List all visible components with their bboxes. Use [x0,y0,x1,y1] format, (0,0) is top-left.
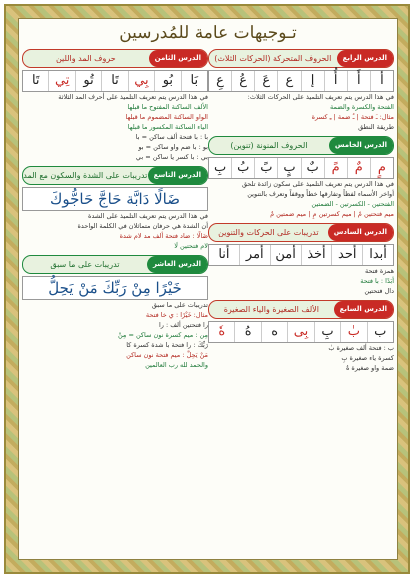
letter: بً [254,158,277,178]
lesson-topic: حروف المد واللين [55,54,116,63]
lesson-header [208,223,394,242]
text-line: لام فتحتين لَا [174,242,208,250]
lesson-topic: الألف الصغيرة والياء الصغيرة [223,305,319,314]
right-column [208,49,394,377]
letter: ب [367,322,393,342]
letter: تَا [101,71,127,91]
page-title: تـوجيهات عامة للمُدرسين [119,23,297,43]
lesson-6 [208,223,394,296]
text-line: الألف الساكنة المفتوح ما قبلها [127,103,208,111]
letter: مٌ [347,158,370,178]
letter: عِ [216,73,224,88]
lesson-header [22,49,208,68]
letter: عُ [231,71,254,91]
letter: بٍ [277,158,300,178]
letter: بِي [128,71,154,91]
text-line: بي : با كسر يا ساكن = بي [135,153,208,161]
text-line: الياء الساكنة المكسور ما قبلها [127,123,208,131]
lesson-5 [208,136,394,219]
text-line: مثال: خَيْرًا : ي خا فتحة [145,311,208,319]
letter: مً [324,158,347,178]
letter: أ [370,71,393,91]
text-line: با : با فتحة ألف ساكن = با [135,133,208,141]
letter: بُ [231,158,254,178]
letters-row [208,70,394,92]
lesson-number: الدرس الرابع [337,50,393,67]
letter: بِ [314,322,340,342]
letter: أَ [347,71,370,91]
text-line: همزة فتحة [365,267,394,275]
lesson-9 [22,166,208,251]
lesson-topic: تدريبات على الحركات والتنوين [218,228,319,237]
lesson-7 [208,300,394,373]
letter: تِي [48,71,74,91]
text-line: الفتحتين - الكسرتين - الضمتين [311,200,394,208]
word: أبدا [362,245,393,265]
lesson-header [208,136,394,155]
practice-words: خَيْرًا مِنْ رَبِّكَ مَنْ يَحِلُّ [22,276,208,300]
left-column [22,49,208,374]
word: أحد [331,245,362,265]
letter: إ [301,71,324,91]
text-line: في هذا الدرس يتم تعريف التلميذ على الشدة [88,212,208,220]
letter: عَ [254,71,277,91]
letter: بِی [287,322,313,342]
letter: تَا [31,73,40,88]
letter: ه [261,322,287,342]
text-line: في هذا الدرس يتم تعريف التلميذ على أحرف المد الثلاثة [58,93,208,101]
word: أخذ [301,245,332,265]
letter: بَا [181,71,207,91]
lesson-header [22,166,208,185]
lesson-10 [22,255,208,370]
text-line: بو : با ضم واو ساكن = بو [138,143,208,151]
letter: بٰ [340,322,366,342]
text-line: أن الشدة هي حرفان متماثلان في الكلمة الواحدة [77,222,208,230]
word: أمن [270,245,301,265]
text-line: والحمد لله رب العالمين [145,361,208,369]
letter: أُ [324,71,347,91]
lesson-number: الدرس السادس [328,224,393,241]
text-line: في هذا الدرس يتم تعريف التلميذ على سكون زائدة تلحق [242,180,394,188]
lesson-topic: الحروف المتحركة (الحركات الثلاث) [214,54,332,63]
text-line: مِن : ميم كسرة نون ساكن = مِنْ [117,331,208,339]
lesson-number: الدرس التاسع [148,167,207,184]
text-line: مَنْ يَحِلُّ : ميم فتحة نون ساكن [126,351,208,359]
letter: ع [277,71,300,91]
text-line: ميم فتحتين مً | ميم كسرتين مٍ | ميم ضمتين مٌ [270,210,394,218]
lesson-number: الدرس الخامس [329,137,393,154]
lesson-topic: الحروف المنونة (تنوين) [230,141,308,150]
lesson-header [208,49,394,68]
text-line: في هذا الدرس يتم تعريف التلميذ على الحركات الثلاث: [247,93,394,101]
text-line: تدريبات على ما سبق [151,301,208,309]
lesson-number: الدرس العاشر [147,256,207,273]
text-line: را فتحتين ألف : را [159,321,208,329]
word: أنا [218,247,230,262]
letter: بِ [213,160,227,175]
letters-row [208,244,394,266]
text-line: ب : فتحة ألف صغيرة بٰ [328,344,394,352]
text-line: مثال: ـَ فتحة | ـُ ضمة | ـِ كسرة [311,113,394,121]
letters-row [208,321,394,343]
letter: بُو [154,71,180,91]
content-area [18,18,398,560]
text-line: الفتحة والكسرة والضمة [330,103,394,111]
letter: بٌ [301,158,324,178]
text-line: الواو الساكنة المضموم ما قبلها [125,113,208,121]
letters-row [22,70,208,92]
text-line: كسرة ياء صغيرة بِ [341,354,394,362]
text-line: ضمة واو صغيرة هُ [345,364,394,372]
lesson-topic: تدريبات على ما سبق [50,260,120,269]
letter: هٗ [218,324,226,339]
text-line: دال فتحتين [364,287,394,295]
lesson-header [208,300,394,319]
letter: تُو [75,71,101,91]
word: أمر [239,245,270,265]
lesson-number: الدرس السابع [334,301,393,318]
text-line: ضَالًا : ضاد فتحة ألف مد لام شدة [119,232,208,240]
lesson-4 [208,49,394,132]
lesson-number: الدرس الثامن [149,50,207,67]
letter: هُ [234,322,260,342]
text-line: طريقة النطق [358,123,394,131]
letters-row [208,157,394,179]
lesson-topic: تدريبات على الشدة والسكون مع المد [23,171,148,180]
text-line: أواخر الأسماء لفظاً وتفارقها خطاً ووقفاً وتعرف بالتنوين [247,190,394,198]
text-line: رَبِّكَ : را فتحة با شدة كسرة كا [126,341,208,349]
practice-words: ضَالًا دَابَّة حَاجَّ حَاجُّوكَ [22,187,208,211]
lesson-header [22,255,208,274]
letter: مٍ [370,158,393,178]
lesson-8 [22,49,208,162]
text-line: أَبَدًا : با فتحة [360,277,394,285]
